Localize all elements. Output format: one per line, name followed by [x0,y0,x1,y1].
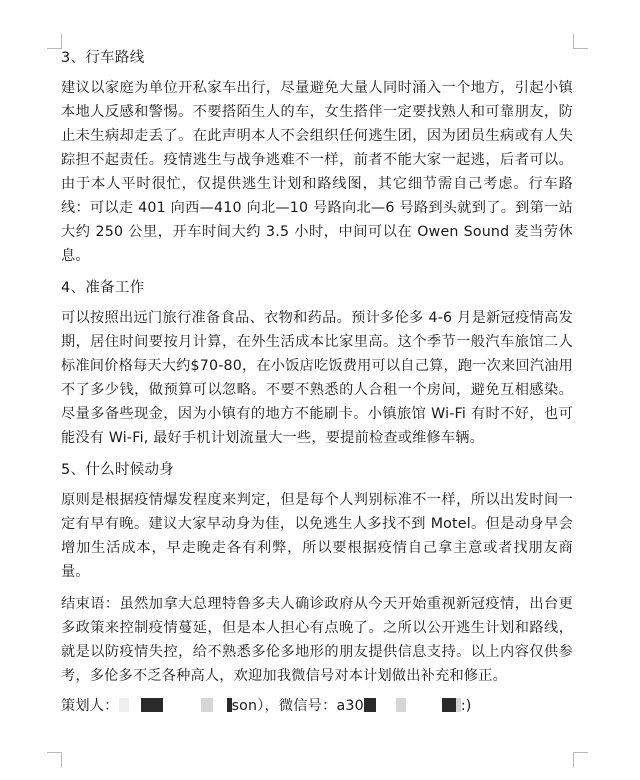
planner-label: 策划人： [61,698,119,714]
section-heading: 4、准备工作 [61,280,145,296]
wechat-label: 微信号： [278,698,337,714]
section-heading: 3、行车路线 [61,50,145,66]
page-corner-mark-bottom-left [47,752,62,767]
section-paragraph: 建议以家庭为单位开私家车出行，尽量避免大量人同时涌入一个地方，引起小镇本地人反感和警惕。不要搭陌生人的车，女生搭伴一定要找熟人和可靠朋友，防止未生病却走丢了。在此声明本人不会组织任何逃生团，因为团员生病或有人失踪担不起责任。疫情逃生与战争逃难不一样，前者不能大家一起逃，后者可以。由于本人平时很忙，仅提供逃生计划和路线图，其它细节需自己考虑。行车路线：可以走 401 向西—410 向北—10 号路向北—6 号路到头就到了。到第一站大约 250 公里，开车时间大约 3.5 小时，中间可以在 Owen Sound 麦当劳休息。 [61,80,573,264]
wechat-id-fragment: :) [460,698,472,714]
wechat-id-fragment: a30 [336,698,364,714]
page-corner-mark-bottom-right [573,752,588,767]
section-driving-route [61,46,573,268]
document-body [61,46,573,718]
redaction-block [201,698,213,712]
section-when-to-leave [61,458,573,688]
redaction-block [442,698,456,712]
closing-remarks: 结束语：虽然加拿大总理特鲁多夫人确诊政府从今天开始重视新冠疫情，出台更多政策来控制疫情蔓延，但是本人担心有点晚了。之所以公开逃生计划和路线，就是以防疫情失控，给不熟悉多伦多地形的朋友提供信息支持。以上内容仅供参考，多伦多不乏各种高人，欢迎加我微信号对本计划做出补充和修正。 [61,596,573,684]
redaction-block [396,698,406,712]
page-corner-mark-top-left [47,34,62,49]
redaction-block [141,698,163,712]
section-paragraph: 原则是根据疫情爆发程度来判定，但是每个人判别标准不一样，所以出发时间一定有早有晚。建议大家早动身为佳，以免逃生人多找不到 Motel。但是动身早会增加生活成本，早走晚走各有利弊，所以要根据疫情自己拿主意或者找朋友商量。 [61,492,573,580]
redaction-block [364,698,376,712]
signature-line [61,694,573,718]
page-corner-mark-top-right [573,34,588,49]
planner-name-fragment: son）， [231,698,279,714]
redaction-block [119,698,129,712]
section-preparation [61,276,573,450]
section-heading: 5、什么时候动身 [61,462,175,478]
section-paragraph: 可以按照出远门旅行准备食品、衣物和药品。预计多伦多 4-6 月是新冠疫情高发期，居住时间要按月计算，在外生活成本比家里高。这个季节一般汽车旅馆二人标准间价格每天大约$70-80，在小饭店吃饭费用可以自己算，跑一次来回汽油用不了多少钱，做预算可以忽略。不要不熟悉的人合租一个房间，避免互相感染。尽量多备些现金，因为小镇有的地方不能刷卡。小镇旅馆 Wi-Fi 有时不好，也可能没有 Wi-Fi, 最好手机计划流量大一些，要提前检查或维修车辆。 [61,310,573,446]
